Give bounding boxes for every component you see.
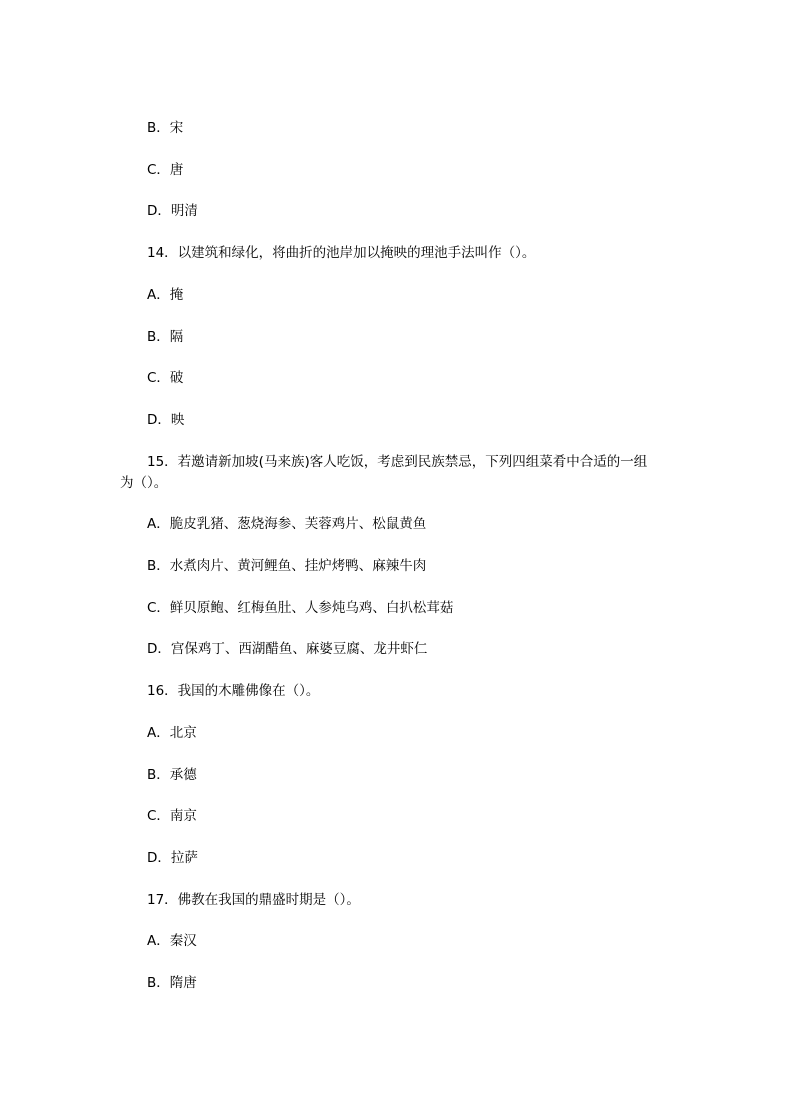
answer-option: D．宫保鸡丁、西湖醋鱼、麻婆豆腐、龙井虾仁 bbox=[147, 641, 428, 658]
answer-option: B．承德 bbox=[147, 766, 197, 783]
answer-option: B．宋 bbox=[147, 120, 184, 136]
question-text-continuation: 为（）。 bbox=[120, 474, 168, 491]
question-text: 17．佛教在我国的鼎盛时期是（）。 bbox=[147, 891, 360, 908]
answer-option: A．掩 bbox=[147, 286, 184, 303]
answer-option: D．明清 bbox=[147, 203, 198, 220]
answer-option: B．隋唐 bbox=[147, 975, 197, 991]
answer-option: C．破 bbox=[147, 370, 184, 387]
answer-option: A．脆皮乳猪、葱烧海参、芙蓉鸡片、松鼠黄鱼 bbox=[147, 516, 427, 533]
answer-option: C．南京 bbox=[147, 808, 197, 825]
answer-option: B．隔 bbox=[147, 328, 184, 345]
answer-option: D．映 bbox=[147, 411, 185, 428]
question-text: 16．我国的木雕佛像在（）。 bbox=[147, 683, 320, 700]
answer-option: D．拉萨 bbox=[147, 849, 198, 866]
answer-option: C．唐 bbox=[147, 161, 184, 178]
question-text: 15．若邀请新加坡(马来族)客人吃饭，考虑到民族禁忌，下列四组菜肴中合适的一组 bbox=[147, 453, 648, 470]
answer-option: A．秦汉 bbox=[147, 933, 197, 950]
question-text: 14．以建筑和绿化，将曲折的池岸加以掩映的理池手法叫作（）。 bbox=[147, 245, 536, 262]
answer-option: C．鲜贝原鲍、红梅鱼肚、人参炖乌鸡、白扒松茸菇 bbox=[147, 599, 454, 616]
answer-option: A．北京 bbox=[147, 724, 197, 741]
answer-option: B．水煮肉片、黄河鲤鱼、挂炉烤鸭、麻辣牛肉 bbox=[147, 558, 427, 574]
